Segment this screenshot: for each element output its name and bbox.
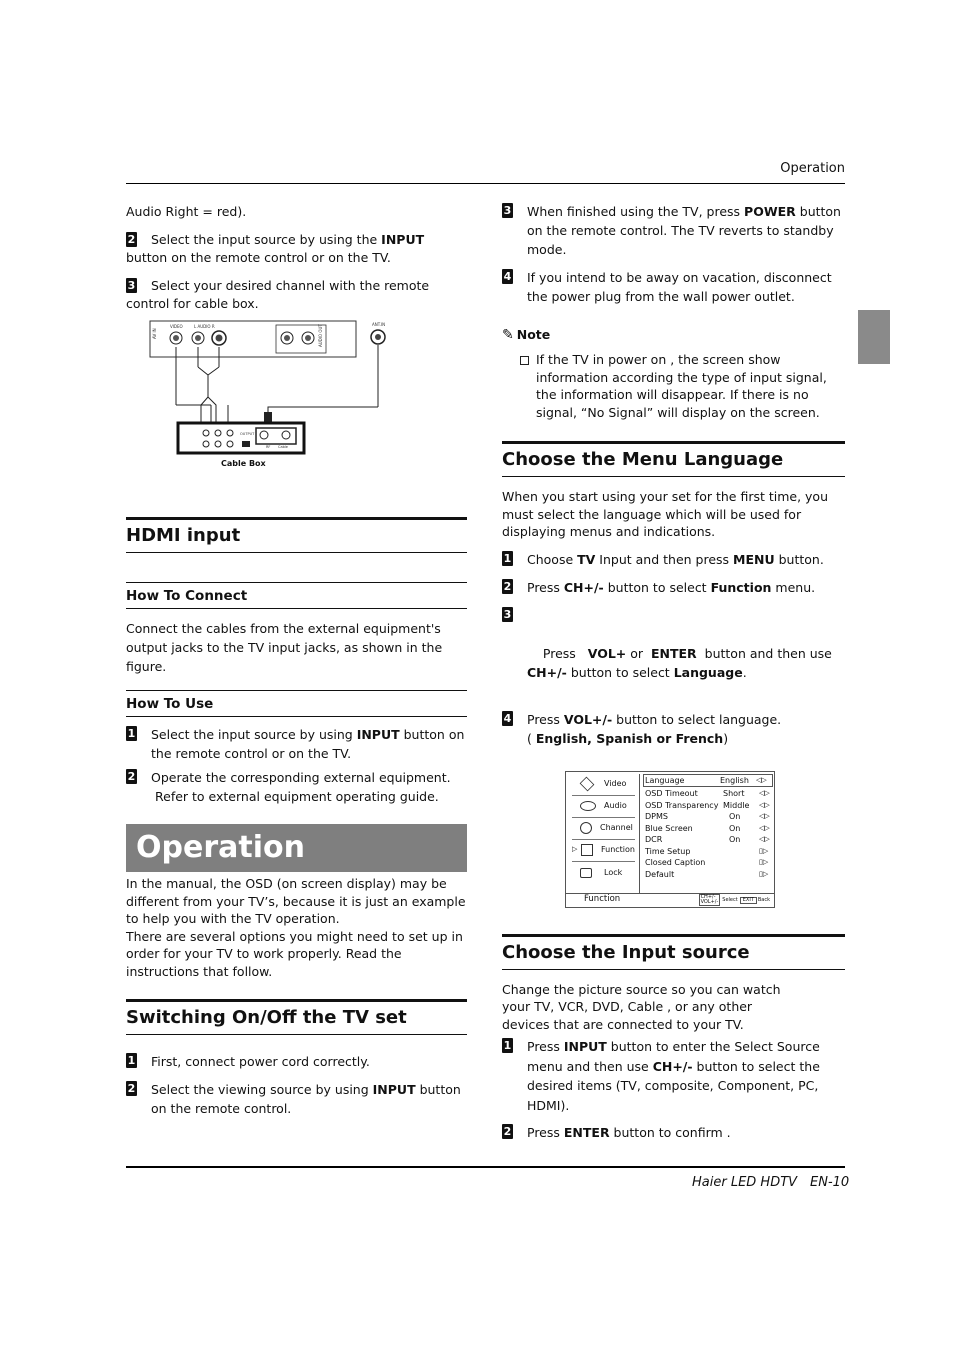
adjust-arrows-icon: ◁▷	[756, 775, 767, 784]
video-label: VIDEO	[170, 324, 183, 329]
hdmi-bottom-bar	[126, 552, 467, 553]
switching-step-1: 1 First, connect power cord correctly.	[127, 1054, 370, 1069]
step-3-select-channel: 3 Select your desired channel with the remote control for cable box.	[126, 278, 430, 311]
input-source-bottom-bar	[502, 969, 845, 970]
menu-language-top-bar	[502, 441, 845, 444]
cable-box-label: Cable Box	[221, 459, 266, 468]
lang-step-2: 2 Press CH+/- button to select Function menu.	[503, 579, 816, 595]
step-number: 4	[503, 270, 512, 283]
cable-box-connection-diagram	[126, 317, 467, 487]
step-number: 3	[127, 279, 136, 292]
osd-row[interactable]: DCR On ◁▷	[645, 835, 770, 844]
step-number: 2	[127, 770, 136, 783]
how-use-bottom-bar	[126, 716, 467, 717]
step-number: 1	[503, 551, 512, 565]
source-step-1: 1 Press INPUT button to enter the Select Source menu and then use CH+/- button to select the desired items (TV, composite, Component, PC, HDMI).	[503, 1039, 820, 1113]
hdmi-top-bar	[126, 517, 467, 520]
osd-left-menu	[568, 774, 640, 894]
osd-row[interactable]: Closed Caption ▯▷	[645, 858, 769, 867]
input-source-title: Choose the Input source	[502, 941, 750, 963]
hdmi-step-2: 2 Operate the corresponding external equipment. Refer to external equipment operating guide.	[127, 770, 451, 804]
lang-step-1: 1 Choose TV Input and then press MENU button.	[503, 551, 824, 567]
audio-label: L AUDIO R	[194, 324, 215, 329]
step-number: 4	[503, 711, 512, 725]
adjust-arrows-icon: ◁▷	[759, 823, 770, 832]
osd-footer-hints: CH+/- VOL+/- Select EXIT Back	[700, 894, 770, 905]
selection-arrow-icon: ▷	[572, 845, 578, 854]
step-number: 2	[503, 579, 512, 593]
step-number: 1	[503, 1039, 512, 1052]
function-icon	[581, 844, 593, 856]
section-tab	[858, 310, 890, 364]
output-label: OUTPUT	[240, 432, 255, 436]
lock-icon	[580, 868, 592, 878]
checkbox-bullet-icon	[520, 356, 529, 365]
adjust-arrows-icon: ◁▷	[759, 812, 770, 820]
how-to-use-heading: How To Use	[126, 696, 214, 712]
osd-row[interactable]: OSD Timeout Short ◁▷	[645, 789, 770, 798]
menu-language-title: Choose the Menu Language	[502, 449, 784, 470]
how-to-connect-heading: How To Connect	[126, 588, 248, 604]
osd-footer-label: Function	[584, 894, 621, 905]
switching-top-bar	[126, 999, 467, 1002]
how-connect-bottom-bar	[126, 608, 467, 609]
pencil-icon: ✎	[502, 327, 514, 343]
footer-page-number: EN-10	[810, 1175, 850, 1190]
operation-para-2: There are several options you might need to set up in order for your TV to work properly. Read the instructions that follow.	[126, 928, 463, 979]
step-number: 3	[503, 607, 512, 621]
audio-out-label: AUDIO OUT	[318, 324, 323, 347]
osd-menu-lock[interactable]: Lock	[572, 862, 635, 884]
osd-row[interactable]: Default ▯▷	[645, 869, 769, 879]
step-number: 2	[127, 1082, 136, 1095]
step-number: 2	[127, 233, 136, 246]
osd-row[interactable]: OSD Transparency Middle ◁▷	[645, 800, 770, 810]
osd-settings-panel	[643, 774, 773, 894]
osd-row[interactable]: DPMS On ◁▷	[645, 812, 770, 821]
footer-brand: Haier LED HDTV	[692, 1175, 798, 1190]
cable-label: Cable	[278, 445, 288, 449]
switching-title: Switching On/Off the TV set	[126, 1007, 407, 1028]
osd-row[interactable]: Blue Screen On ◁▷	[645, 823, 770, 833]
note-label: Note	[516, 327, 551, 342]
header-rule	[126, 183, 845, 184]
adjust-arrows-icon: ◁▷	[759, 800, 770, 809]
running-header: Operation	[780, 161, 845, 176]
osd-menu-function[interactable]: ▷ Function	[572, 840, 635, 862]
osd-menu-video[interactable]: Video	[572, 774, 635, 796]
hdmi-step-1: 1 Select the input source by using INPUT button on the remote control or on the TV.	[127, 727, 465, 761]
channel-icon	[580, 822, 592, 834]
step-2-select-input: 2 Select the input source by using the INPUT button on the remote control or on the TV.	[126, 232, 425, 265]
osd-row[interactable]: Language English ◁▷	[643, 774, 773, 788]
osd-row[interactable]: Time Setup ▯▷	[645, 846, 769, 856]
antin-label: ANT.IN	[372, 322, 386, 327]
step-number: 1	[127, 727, 136, 740]
audio-icon	[580, 801, 596, 811]
step-number: 1	[127, 1054, 136, 1067]
input-source-top-bar	[502, 934, 845, 937]
source-step-2: 2 Press ENTER button to confirm .	[503, 1125, 731, 1140]
left-column	[126, 203, 467, 1118]
av-in-label: AV IN	[152, 328, 157, 339]
footer-rule	[126, 1166, 845, 1168]
connect-text: Connect the cables from the external equipment's output jacks to the TV input jacks, as shown in the figure.	[126, 621, 443, 674]
adjust-arrows-icon: ◁▷	[759, 835, 770, 843]
video-icon	[580, 777, 595, 792]
enter-icon: ▯▷	[759, 858, 769, 866]
switching-step-2: 2 Select the viewing source by using INPUT button on the remote control.	[127, 1082, 461, 1116]
operation-banner: Operation	[126, 824, 467, 872]
note-text: If the TV in power on , the screen show information according the type of input signal, the information will disappear. If there is no signal, “No Signal” will display on the screen.	[536, 352, 827, 420]
adjust-arrows-icon: ◁▷	[759, 789, 770, 797]
lang-step-3: 3 Press VOL+ or ENTER button and then use CH+/- button to select Language.	[503, 607, 836, 680]
input-source-intro: Change the picture source so you can watch your TV, VCR, DVD, Cable , or any other devices that are connected to your TV.	[502, 981, 781, 1032]
hdmi-title: HDMI input	[126, 525, 241, 546]
osd-menu-audio[interactable]: Audio	[572, 796, 635, 818]
step-number: 3	[503, 204, 512, 217]
intro-tail: Audio Right = red).	[126, 204, 247, 219]
lang-step-4: 4 Press VOL+/- button to select language. ( English, Spanish or French)	[503, 711, 782, 746]
enter-icon: ▯▷	[759, 869, 769, 878]
note-block	[502, 326, 845, 421]
right-column	[502, 202, 845, 1142]
osd-menu-channel[interactable]: Channel	[572, 818, 635, 840]
power-step-4: 4 If you intend to be away on vacation, disconnect the power plug from the wall power outlet.	[503, 270, 832, 304]
rf-label: RF	[266, 445, 271, 449]
osd-footer	[566, 893, 774, 907]
how-use-top-bar	[126, 690, 467, 691]
menu-language-bottom-bar	[502, 476, 845, 477]
power-step-3: 3 When finished using the TV, press POWER button on the remote control. The TV reverts to standby mode.	[503, 204, 841, 257]
osd-function-menu	[565, 771, 775, 908]
step-number: 2	[503, 1125, 512, 1138]
switching-bottom-bar	[126, 1034, 467, 1035]
enter-icon: ▯▷	[759, 846, 769, 855]
menu-language-intro: When you start using your set for the first time, you must select the language which will be used for displaying menus and indications.	[502, 489, 828, 539]
operation-para-1: In the manual, the OSD (on screen display) may be different from your TV’s, because it is just an example to help you with the TV operation.	[126, 876, 466, 926]
how-connect-top-bar	[126, 582, 467, 583]
